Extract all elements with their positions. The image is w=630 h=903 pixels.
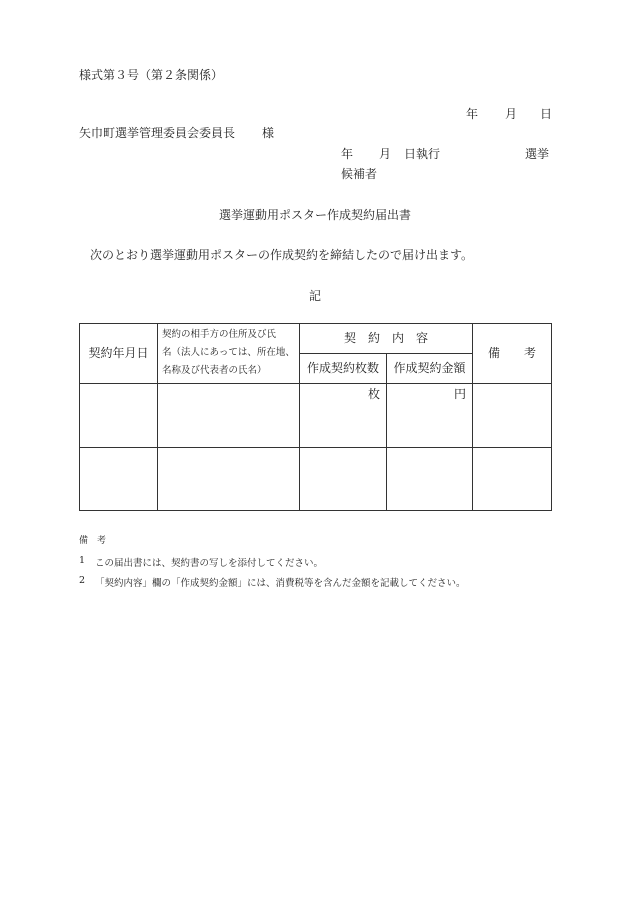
header-contract-party (158, 324, 300, 384)
form-number: 様式第３号（第２条関係） (79, 68, 224, 82)
document-title: 選挙運動用ポスター作成契約届出書 (218, 208, 411, 222)
cell-amount[interactable] (387, 384, 473, 448)
note-text: この届出書には、契約書の写しを添付してください。 (95, 558, 324, 569)
date-month: 月 (505, 107, 518, 121)
unit-amount: 円 (454, 387, 467, 401)
note-number: 1 (79, 555, 86, 566)
election-month: 月 (379, 147, 392, 161)
unit-count: 枚 (367, 387, 380, 401)
cell-contract-party[interactable] (158, 384, 300, 448)
header-count: 作成契約枚数 (300, 354, 387, 384)
election-label: 選挙 (525, 147, 550, 161)
header-contract-date: 契約年月日 (80, 324, 158, 384)
table-header-row (80, 324, 552, 354)
cell-count[interactable] (300, 384, 387, 448)
cell-contract-party[interactable] (158, 448, 300, 511)
header-party-line2: 名（法人にあっては、所在地、 (162, 347, 295, 359)
date-year: 年 (466, 107, 479, 121)
election-day-executed: 日執行 (404, 147, 441, 161)
cell-remarks[interactable] (473, 384, 552, 448)
header-remarks: 備 考 (473, 324, 552, 384)
cell-remarks[interactable] (473, 448, 552, 511)
header-contract-content: 契 約 内 容 (300, 324, 473, 354)
intro-text: 次のとおり選挙運動用ポスターの作成契約を締結したので届け出ます。 (90, 248, 474, 262)
cell-contract-date[interactable] (80, 448, 158, 511)
date-day: 日 (540, 107, 553, 121)
election-year: 年 (341, 147, 354, 161)
ki-label: 記 (308, 289, 321, 303)
cell-amount[interactable] (387, 448, 473, 511)
table-row (80, 448, 552, 511)
note-text: 「契約内容」欄の「作成契約金額」には、消費税等を含んだ金額を記載してください。 (95, 578, 466, 589)
header-party-line1: 契約の相手方の住所及び氏 (162, 329, 277, 340)
candidate-label: 候補者 (341, 167, 378, 181)
table-row (80, 384, 552, 448)
contract-table (79, 323, 552, 511)
honorific: 様 (262, 126, 275, 140)
header-party-line3: 名称及び代表者の氏名） (162, 365, 267, 377)
notes-heading: 備 考 (79, 536, 107, 546)
header-amount: 作成契約金額 (387, 354, 473, 384)
cell-count[interactable] (300, 448, 387, 511)
note-number: 2 (79, 575, 86, 586)
addressee: 矢巾町選挙管理委員会委員長 (79, 126, 236, 140)
cell-contract-date[interactable] (80, 384, 158, 448)
